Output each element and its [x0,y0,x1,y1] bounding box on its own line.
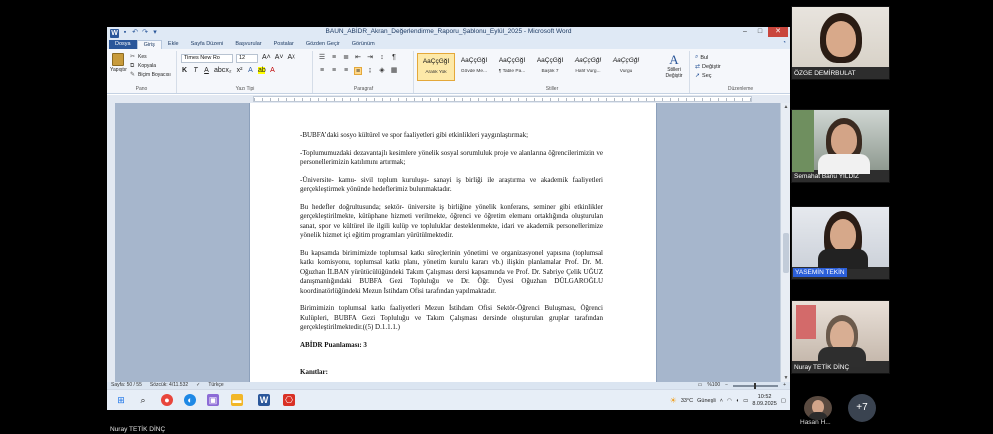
notifications-icon[interactable]: ▢ [780,397,786,404]
cut-button[interactable] [130,54,147,60]
style-item[interactable] [569,53,607,81]
participant-video [792,7,889,67]
weather-text[interactable]: Güneşli [697,397,716,404]
clipboard-group [107,51,177,93]
paragraph-group [314,51,414,93]
style-item[interactable] [455,53,493,81]
replace-icon: ⇄ [695,64,701,70]
word-title-bar [107,27,790,39]
clock-time: 10:52 [757,393,772,400]
paste-label: Yapıştır [110,67,127,73]
participant-name: Semahat Banu YILDIZ [794,173,859,180]
format-painter-button[interactable] [130,72,171,78]
participant-name: Hasan H... [800,419,831,426]
grow-font-icon[interactable]: A˄ [262,54,271,61]
windows-taskbar [107,389,790,410]
score-heading[interactable]: ABİDR Puanlaması: 3 [300,340,367,349]
styles-group-label: Stiller [545,86,559,92]
style-item[interactable] [417,53,455,81]
word-logo-icon: W [111,29,118,37]
participant-tile[interactable] [791,6,890,80]
doc-paragraph[interactable]: -Üniversite- kamu- sivil toplum kuruluşu- sanayi iş birliği ile araştırma ve akademik faaliyetleri gerçekleştirmek yönünde hedeflerimiz bulunmaktadır. [300,175,603,193]
multilevel-list-icon[interactable]: ≣ [343,54,349,61]
undo-icon[interactable]: ↶ [132,29,138,36]
styles-group [415,51,690,93]
font-group [178,51,313,93]
tab-references[interactable]: Başvurular [235,41,262,47]
change-styles-label: Stilleri Değiştir [665,67,683,79]
subscript-icon[interactable]: x₂ [225,67,232,74]
ribbon-tabs [107,39,790,49]
scissors-icon: ✂ [130,54,136,60]
borders-icon[interactable]: ▦ [390,67,398,74]
participant-tile[interactable] [791,206,890,280]
weather-temp[interactable]: 33°C [680,397,694,404]
sun-icon: ☀ [669,396,677,405]
maximize-icon[interactable]: □ [757,28,763,35]
tab-mailings[interactable]: Postalar [273,41,294,47]
align-right-icon[interactable]: ≡ [343,67,349,74]
tab-home[interactable]: Giriş [137,40,162,49]
clock[interactable] [752,394,776,408]
system-tray [670,390,790,410]
minimize-icon[interactable]: – [743,28,747,35]
numbering-icon[interactable]: ≡ [331,54,337,61]
style-item[interactable] [607,53,645,81]
save-icon[interactable]: ▪ [123,29,127,36]
select-label: Seç [702,72,712,79]
style-name: Gövde Me... [460,69,488,74]
style-item[interactable] [531,53,569,81]
participant-tile[interactable] [791,109,890,183]
ribbon [107,49,790,94]
zoom-in-icon[interactable]: + [783,382,786,388]
tab-page-layout[interactable]: Sayfa Düzeni [190,41,224,47]
help-icon[interactable]: ◔ [782,40,786,46]
zoom-out-icon[interactable]: − [725,382,729,388]
paragraph-row-2 [318,67,398,75]
superscript-icon[interactable]: x² [236,67,243,74]
active-speaker-label: Nuray TETİK DİNÇ [110,426,166,433]
style-preview: AaÇçĞğİ [498,57,526,64]
clipboard-icon [112,53,124,66]
paragraph-group-label: Paragraf [353,86,374,92]
horizontal-ruler[interactable] [107,95,790,103]
doc-paragraph[interactable]: Bu kapsamda birimimizde toplumsal katkı süreçlerinin yönetimi ve organizasyonel yapısına (toplumsal katkı komisyonu, toplumsal katkı planı, yönetim kurulu kararı vb.) ilişkin planlamalar Prof. Dr. M. Oğuzhan İLBAN yürütücülüğündeki Takım Çalışması dersi kapsamında ve Prof. Dr. Sabriye Çelik UĞUZ danışmanlığındaki BUBFA Gezi Topluluğu ve Dr. Öğr. Üyesi Oğuzhan DÜLGAROĞLU koordinatörlüğündeki Mezun İstihdam Ofisi tarafından yapılmaktadır. [300,248,603,295]
brush-icon: ✎ [130,72,136,78]
find-label: Bul [700,54,709,61]
underline-icon[interactable]: A [204,67,209,74]
file-explorer-icon[interactable]: ▬ [232,395,242,405]
style-item[interactable] [493,53,531,81]
font-size-select[interactable]: 12 [236,54,258,63]
vertical-scrollbar[interactable] [780,103,790,382]
style-name: Aralık Yok [425,70,447,75]
doc-paragraph[interactable]: Birimimizin toplumsal katkı faaliyetleri Mezun İstihdam Ofisi Sektör-Öğrenci Buluşması, Öğrenci Kulüpleri, BUBFA Gezi Topluluğu ve Takım Çalışması dersinde oluşturulan gruplar tarafından gerçekleştirilmektedir.((5) D.1.1.1.) [300,304,603,331]
windows-start-icon[interactable]: ⊞ [117,395,125,405]
participant-video [792,207,889,267]
strikethrough-icon[interactable]: abc [214,67,226,74]
zoom-level[interactable]: %100 [707,382,721,388]
chrome-icon[interactable]: ● [161,394,173,406]
word-taskbar-icon[interactable]: W [259,395,269,405]
window-controls [738,27,788,37]
select-button[interactable] [695,72,712,79]
styles-gallery [417,53,645,81]
ruler-bar [253,96,752,102]
network-icon[interactable]: ◠ [726,397,732,404]
editing-group [691,51,790,93]
style-preview: AaÇçĞğİ [536,57,564,64]
bold-icon[interactable]: K [181,67,188,74]
scroll-down-icon[interactable]: ▼ [783,375,789,381]
participant-tile[interactable] [791,300,890,374]
style-preview: AaÇçĞğİ [612,57,640,64]
battery-icon[interactable]: ▭ [743,397,749,404]
participant-name: YASEMİN TEKİN [795,269,845,276]
teams-icon[interactable]: ▣ [208,395,218,405]
word-count[interactable]: Sözcük: 4/11.532 [149,382,189,388]
font-color-icon[interactable]: A [270,67,275,74]
font-group-label: Yazı Tipi [235,86,255,92]
sort-icon[interactable]: ↕ [380,54,384,61]
participant-video [792,110,889,170]
participant-video [792,301,889,361]
replace-label: Değiştir [702,63,721,70]
style-preview: AaÇçĞğİ [574,57,602,64]
view-mode-icon[interactable]: ▭ [697,382,703,388]
font-name-select[interactable]: Times New Ro [181,54,233,63]
tab-file[interactable]: Dosya [109,40,137,49]
show-marks-icon[interactable]: ¶ [392,54,396,61]
volume-icon[interactable]: ◖ [735,397,740,404]
italic-icon[interactable]: T [193,67,198,74]
line-spacing-icon[interactable]: ↨ [368,67,372,74]
shading-icon[interactable]: ◈ [379,67,385,74]
tab-view[interactable]: Görünüm [351,41,375,47]
copy-icon: ⧉ [130,63,135,69]
font-format-row [181,67,276,74]
style-name: Hafif Vurg... [575,69,601,74]
language[interactable]: Türkçe [208,382,224,388]
decrease-indent-icon[interactable]: ⇤ [355,54,361,61]
style-preview: AaÇçĞğİ [460,57,488,64]
bullets-icon[interactable]: ☰ [318,54,326,61]
format-painter-label: Biçim Boyacısı [138,72,171,78]
find-button[interactable] [695,54,708,61]
shared-screen [107,27,790,410]
select-icon: ➚ [695,73,701,79]
evidence-heading[interactable]: Kanıtlar: [300,368,328,376]
clear-format-icon[interactable]: Aᵡ [287,54,295,61]
tray-chevron-icon[interactable]: ˄ [719,397,723,404]
paragraph-row-1 [318,54,398,62]
editing-group-label: Düzenleme [727,86,754,92]
participant-name: ÖZGE DEMİRBULAT [794,70,856,77]
participant-avatar[interactable] [804,396,832,420]
document-workspace [107,103,780,382]
clipboard-group-label: Pano [135,86,148,92]
zoom-slider[interactable] [733,385,778,387]
copy-button[interactable] [130,63,156,69]
window-title: BAUN_ABİDR_Akran_Değerlendirme_Raporu_Şablonu_Eylül_2025 - Microsoft Word [325,28,572,35]
replace-button[interactable] [695,63,721,70]
page-count[interactable]: Sayfa: 50 / 55 [111,382,142,388]
align-left-icon[interactable]: ≡ [319,67,325,74]
doc-paragraph[interactable]: Bu hedefler doğrultusunda; sektör- üniversite iş birliğine yönelik konferans, seminer gibi etkinlikler gerçekleştirilmekte, kütüphane hizmeti verilmekte, öğrenci ve öğretim elemanı ortaklığında oluşturulan sanat, spor ve kültürel ile ilgili kulüp ve topluluklar desteklenmekte, idari ve akademik personellerimize yönelik hizmet içi eğitim programları yürütülmektedir. [300,202,603,239]
redo-icon[interactable]: ↷ [142,29,148,36]
search-icon[interactable]: ⌕ [140,395,146,405]
font-size-buttons [262,54,295,61]
vertical-ruler[interactable] [107,103,115,382]
document-page[interactable] [249,103,657,382]
clock-date: 8.09.2025 [752,400,777,407]
close-icon[interactable]: ✕ [768,27,788,37]
copy-label: Kopyala [138,63,157,69]
highlight-icon[interactable]: ab [258,67,266,74]
tab-insert[interactable]: Ekle [167,41,179,47]
shrink-font-icon[interactable]: A˅ [274,54,284,61]
participant-name: Nuray TETİK DİNÇ [794,364,850,371]
paste-button[interactable] [110,53,126,77]
tab-review[interactable]: Gözden Geçir [305,41,340,47]
align-center-icon[interactable]: ≡ [331,67,337,74]
style-name: ¶ Table Pa... [498,69,526,74]
document-body[interactable] [300,131,603,382]
change-styles-icon: A [669,52,679,67]
edge-icon[interactable]: ◐ [184,394,196,406]
proofing-icon[interactable]: ✓ [196,382,201,388]
style-name: Vurgu [619,69,633,74]
text-effects-icon[interactable]: A [248,67,253,74]
pdf-icon[interactable]: ⎔ [283,394,295,406]
scroll-thumb[interactable] [783,233,789,273]
increase-indent-icon[interactable]: ⇥ [367,54,373,61]
doc-paragraph[interactable]: -BUBFA’daki sosyo kültürel ve spor faaliyetleri gibi etkinlikleri yaygınlaştırmak; [300,131,529,139]
justify-icon[interactable]: ≡ [355,68,361,75]
cut-label: Kes [138,54,147,60]
style-preview: AaÇçĞğİ [422,58,450,65]
scroll-up-icon[interactable]: ▲ [783,104,789,110]
more-participants-button[interactable]: +7 [848,394,876,422]
change-styles-button[interactable] [660,53,688,79]
binoculars-icon: ⌕ [695,54,699,60]
customize-qa-icon[interactable]: ▾ [153,29,157,36]
ruler-ticks [254,98,751,101]
doc-paragraph[interactable]: -Toplumumuzdaki dezavantajlı kesimlere yönelik sosyal sorumluluk proje ve alanlarına öğrencilerimizin ve personellerimizin katılımını artırmak; [300,148,603,166]
style-name: Başlık 7 [541,69,559,74]
status-bar [107,382,790,389]
